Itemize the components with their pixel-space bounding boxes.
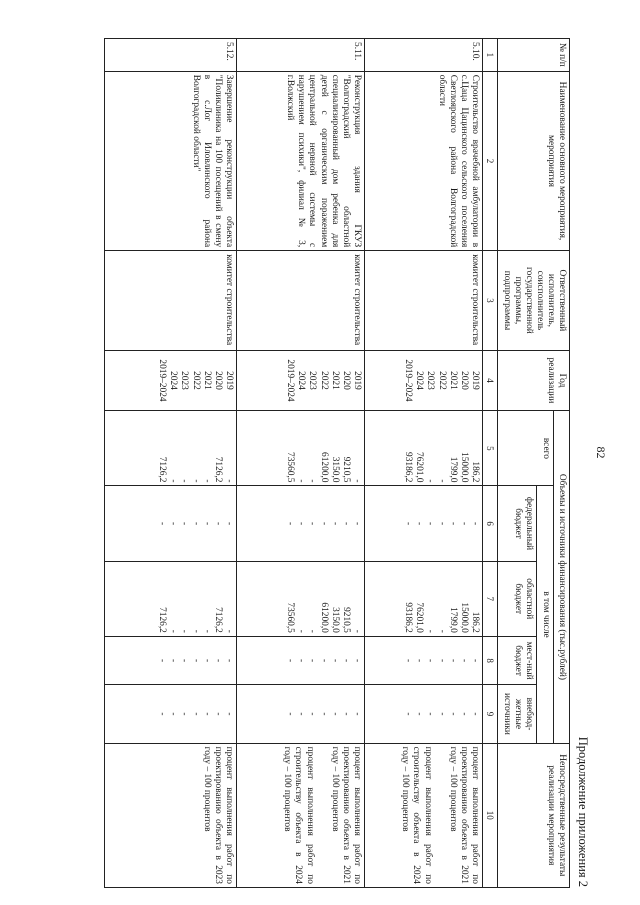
row-local-value: - bbox=[425, 659, 436, 663]
row-federal-value: - bbox=[285, 522, 296, 526]
row-local-value: - bbox=[340, 659, 351, 663]
row-regional-value: - bbox=[307, 629, 318, 633]
row-total-value: 1799,0 bbox=[447, 456, 458, 483]
table-row bbox=[364, 39, 482, 888]
row-years-value: 2024 bbox=[296, 371, 307, 390]
row-years-value: 2021 bbox=[201, 371, 212, 390]
row-years bbox=[104, 350, 236, 411]
column-number: 1 bbox=[482, 39, 498, 72]
header-financing: Объемы и источники финансирования (тыс.рублей) bbox=[553, 411, 569, 743]
row-federal bbox=[364, 486, 482, 561]
row-years-value: 2019 bbox=[223, 371, 234, 390]
row-local-value: - bbox=[403, 659, 414, 663]
row-years-value: 2024 bbox=[414, 371, 425, 390]
row-years-value: 2020 bbox=[340, 371, 351, 390]
row-offbudget-value: - bbox=[403, 712, 414, 716]
row-years-value: 2022 bbox=[190, 371, 201, 390]
result-item: процент выполнения работ по проектированию объекта в 2021 году – 100 процентов bbox=[329, 746, 362, 884]
row-total bbox=[236, 411, 364, 486]
row-total-value: - bbox=[425, 479, 436, 483]
row-years-value: 2023 bbox=[425, 371, 436, 390]
row-local-value: - bbox=[179, 659, 190, 663]
row-local-value: - bbox=[318, 659, 329, 663]
row-local-value: - bbox=[285, 659, 296, 663]
page-number: 82 bbox=[594, 446, 608, 459]
result-item: процент выполнения работ по строительству объекта в 2024 году – 100 процентов bbox=[400, 746, 433, 884]
row-local-value: - bbox=[223, 659, 234, 663]
row-federal bbox=[236, 486, 364, 561]
row-total-value: 3150,0 bbox=[329, 456, 340, 483]
row-local-value: - bbox=[201, 659, 212, 663]
row-local-value: - bbox=[351, 659, 362, 663]
header-local: мест-ный бюджет bbox=[498, 636, 536, 685]
row-total-value: 9210,5 bbox=[340, 456, 351, 483]
row-offbudget-value: - bbox=[425, 712, 436, 716]
row-total-value: 7126,2 bbox=[157, 456, 168, 483]
continuation-note: Продолжение приложения 2 bbox=[576, 736, 590, 887]
row-regional-value: - bbox=[351, 629, 362, 633]
row-name: Реконструкция здания ГКУЗ "Волгоградский областной специализированный дом ребенка для детей с органическим поражением центральной нервной системы с нарушением психики", филиал № 3, г.Волжский bbox=[236, 71, 364, 250]
row-offbudget-value: - bbox=[414, 712, 425, 716]
row-total bbox=[104, 411, 236, 486]
column-number: 5 bbox=[482, 411, 498, 486]
header-name: Наименование основного мероприятия, мероприятия bbox=[498, 71, 570, 250]
row-regional-value: 3150,0 bbox=[329, 607, 340, 633]
row-local-value: - bbox=[190, 659, 201, 663]
column-number-row bbox=[482, 39, 498, 888]
row-local-value: - bbox=[329, 659, 340, 663]
row-offbudget-value: - bbox=[285, 712, 296, 716]
column-number: 2 bbox=[482, 71, 498, 250]
row-regional-value: 15000,0 bbox=[458, 602, 469, 633]
row-number: 5.11. bbox=[236, 39, 364, 72]
row-regional-value: - bbox=[296, 629, 307, 633]
row-offbudget-value: - bbox=[436, 712, 447, 716]
row-federal-value: - bbox=[318, 522, 329, 526]
row-total-value: 61200,0 bbox=[318, 452, 329, 483]
row-total bbox=[364, 411, 482, 486]
row-local-value: - bbox=[157, 659, 168, 663]
row-regional bbox=[236, 561, 364, 636]
row-local-value: - bbox=[469, 659, 480, 663]
row-federal-value: - bbox=[340, 522, 351, 526]
row-years-value: 2019 bbox=[351, 371, 362, 390]
column-number: 4 bbox=[482, 350, 498, 411]
row-federal-value: - bbox=[425, 522, 436, 526]
table-row bbox=[104, 39, 236, 888]
row-total-value: - bbox=[201, 479, 212, 483]
column-number: 9 bbox=[482, 685, 498, 743]
table-row bbox=[236, 39, 364, 888]
row-federal-value: - bbox=[212, 522, 223, 526]
row-federal-value: - bbox=[329, 522, 340, 526]
row-regional bbox=[104, 561, 236, 636]
row-total-value: - bbox=[190, 479, 201, 483]
row-total-value: - bbox=[351, 479, 362, 483]
row-federal-value: - bbox=[179, 522, 190, 526]
row-local-value: - bbox=[447, 659, 458, 663]
header-offbudget: внебюд-жетные источники bbox=[498, 685, 536, 743]
row-executor: комитет строительства bbox=[364, 251, 482, 350]
row-offbudget-value: - bbox=[329, 712, 340, 716]
column-number: 7 bbox=[482, 561, 498, 636]
row-federal-value: - bbox=[307, 522, 318, 526]
row-years-value: 2020 bbox=[212, 371, 223, 390]
row-regional-value: 61200,0 bbox=[318, 602, 329, 633]
row-federal-value: - bbox=[351, 522, 362, 526]
row-offbudget-value: - bbox=[458, 712, 469, 716]
row-regional-value: - bbox=[190, 629, 201, 633]
result-item: процент выполнения работ по строительству объекта в 2024 году – 100 процентов bbox=[282, 746, 315, 884]
row-total-value: - bbox=[223, 479, 234, 483]
row-results bbox=[104, 743, 236, 887]
row-local-value: - bbox=[168, 659, 179, 663]
row-executor: комитет строительства bbox=[104, 251, 236, 350]
row-total-value: 15000,0 bbox=[458, 452, 469, 483]
row-total-value: - bbox=[436, 479, 447, 483]
row-local-value: - bbox=[436, 659, 447, 663]
row-offbudget-value: - bbox=[201, 712, 212, 716]
row-regional-value: - bbox=[168, 629, 179, 633]
row-regional-value: 76201,0 bbox=[414, 602, 425, 633]
row-offbudget-value: - bbox=[318, 712, 329, 716]
row-federal-value: - bbox=[469, 522, 480, 526]
row-regional-value: 1799,0 bbox=[447, 607, 458, 633]
row-offbudget bbox=[236, 685, 364, 743]
row-local bbox=[236, 636, 364, 685]
row-results bbox=[364, 743, 482, 887]
row-years bbox=[236, 350, 364, 411]
header-regional: областной бюджет bbox=[498, 561, 536, 636]
row-regional-value: - bbox=[425, 629, 436, 633]
row-offbudget-value: - bbox=[340, 712, 351, 716]
row-years-value: 2024 bbox=[168, 371, 179, 390]
row-offbudget-value: - bbox=[296, 712, 307, 716]
row-offbudget-value: - bbox=[223, 712, 234, 716]
row-federal-value: - bbox=[168, 522, 179, 526]
row-offbudget-value: - bbox=[212, 712, 223, 716]
row-years-value: 2019–2024 bbox=[403, 359, 414, 402]
row-years-value: 2021 bbox=[447, 371, 458, 390]
header-year: Год реализации bbox=[498, 350, 570, 411]
row-local-value: - bbox=[296, 659, 307, 663]
row-regional-value: - bbox=[436, 629, 447, 633]
row-years-value: 2023 bbox=[179, 371, 190, 390]
row-name: Строительство врачебной амбулатории в с.Цаца Цацинского сельского поселения Светлоярского района Волгоградской области bbox=[364, 71, 482, 250]
row-regional-value: 73560,5 bbox=[285, 602, 296, 633]
header-including: в том числе bbox=[536, 486, 553, 743]
row-offbudget-value: - bbox=[307, 712, 318, 716]
row-offbudget-value: - bbox=[168, 712, 179, 716]
row-local bbox=[104, 636, 236, 685]
row-federal-value: - bbox=[201, 522, 212, 526]
row-federal-value: - bbox=[458, 522, 469, 526]
row-number: 5.12. bbox=[104, 39, 236, 72]
row-number: 5.10. bbox=[364, 39, 482, 72]
table-body bbox=[104, 39, 482, 888]
row-total-value: 73560,5 bbox=[285, 452, 296, 483]
row-regional-value: - bbox=[201, 629, 212, 633]
row-federal bbox=[104, 486, 236, 561]
row-local-value: - bbox=[458, 659, 469, 663]
row-local-value: - bbox=[212, 659, 223, 663]
row-offbudget bbox=[104, 685, 236, 743]
row-local-value: - bbox=[307, 659, 318, 663]
row-years-value: 2019 bbox=[469, 371, 480, 390]
column-number: 8 bbox=[482, 636, 498, 685]
row-regional-value: 186,2 bbox=[469, 611, 480, 633]
row-years-value: 2019–2024 bbox=[285, 359, 296, 402]
header-results: Непосредственные результаты реализации мероприятия bbox=[498, 743, 570, 887]
row-offbudget-value: - bbox=[179, 712, 190, 716]
row-offbudget-value: - bbox=[157, 712, 168, 716]
result-item: процент выполнения работ по проектированию объекта в 2021 году – 100 процентов bbox=[447, 746, 480, 884]
financing-table bbox=[104, 38, 570, 888]
row-federal-value: - bbox=[414, 522, 425, 526]
row-federal-value: - bbox=[436, 522, 447, 526]
row-regional-value: 7126,2 bbox=[212, 607, 223, 633]
result-item: процент выполнения работ по проектированию объекта в 2023 году – 100 процентов bbox=[201, 746, 234, 884]
row-federal-value: - bbox=[403, 522, 414, 526]
row-regional-value: 7126,2 bbox=[157, 607, 168, 633]
row-years-value: 2021 bbox=[329, 371, 340, 390]
column-number: 6 bbox=[482, 486, 498, 561]
row-years-value: 2022 bbox=[436, 371, 447, 390]
row-federal-value: - bbox=[223, 522, 234, 526]
row-years-value: 2019–2024 bbox=[157, 359, 168, 402]
header-executor: Ответственный исполнитель, соисполнитель государственной программы, подпрограммы bbox=[498, 251, 570, 350]
row-years-value: 2020 bbox=[458, 371, 469, 390]
row-years-value: 2022 bbox=[318, 371, 329, 390]
row-years-value: 2023 bbox=[307, 371, 318, 390]
header-number: № п/п bbox=[498, 39, 570, 72]
row-regional-value: 93186,2 bbox=[403, 602, 414, 633]
row-results bbox=[236, 743, 364, 887]
row-regional bbox=[364, 561, 482, 636]
row-executor: комитет строительства bbox=[236, 251, 364, 350]
row-total-value: 7126,2 bbox=[212, 456, 223, 483]
row-local-value: - bbox=[414, 659, 425, 663]
row-federal-value: - bbox=[157, 522, 168, 526]
row-regional-value: - bbox=[223, 629, 234, 633]
row-total-value: - bbox=[307, 479, 318, 483]
row-total-value: - bbox=[179, 479, 190, 483]
row-total-value: - bbox=[296, 479, 307, 483]
row-offbudget-value: - bbox=[469, 712, 480, 716]
row-total-value: 76201,0 bbox=[414, 452, 425, 483]
row-federal-value: - bbox=[447, 522, 458, 526]
row-federal-value: - bbox=[296, 522, 307, 526]
row-offbudget-value: - bbox=[447, 712, 458, 716]
row-offbudget bbox=[364, 685, 482, 743]
row-name: Завершение реконструкции объекта "Поликлиника на 100 посещений в смену в с.Лог Иловлинского района Волгоградской области" bbox=[104, 71, 236, 250]
column-number: 3 bbox=[482, 251, 498, 350]
header-federal: федеральный бюджет bbox=[498, 486, 536, 561]
row-federal-value: - bbox=[190, 522, 201, 526]
row-regional-value: - bbox=[179, 629, 190, 633]
row-regional-value: 9210,5 bbox=[340, 607, 351, 633]
header-total: всего bbox=[498, 411, 553, 486]
row-local bbox=[364, 636, 482, 685]
row-total-value: 186,2 bbox=[469, 461, 480, 483]
row-offbudget-value: - bbox=[351, 712, 362, 716]
column-number: 10 bbox=[482, 743, 498, 887]
row-total-value: - bbox=[168, 479, 179, 483]
row-years bbox=[364, 350, 482, 411]
row-offbudget-value: - bbox=[190, 712, 201, 716]
row-total-value: 93186,2 bbox=[403, 452, 414, 483]
